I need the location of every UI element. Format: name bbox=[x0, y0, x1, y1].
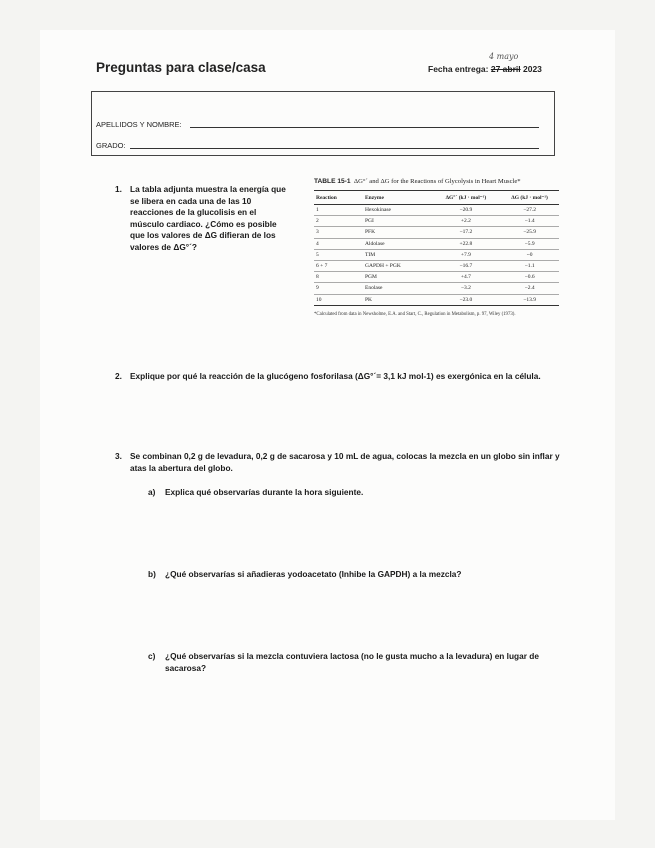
table-cell: 3 bbox=[314, 227, 363, 238]
table-cell: +4.7 bbox=[432, 272, 501, 283]
table-cell: Hexokinase bbox=[363, 205, 432, 216]
table-cell: 8 bbox=[314, 272, 363, 283]
q3-line: Se combinan 0,2 g de levadura, 0,2 g de sacarosa y 10 mL de agua, colocas la mezcla en un globo sin inflar y bbox=[130, 451, 560, 461]
table-caption-text: ΔG°´ and ΔG for the Reactions of Glycolysis in Heart Muscle* bbox=[353, 178, 521, 185]
q3-text bbox=[130, 451, 560, 474]
table-cell: 1 bbox=[314, 205, 363, 216]
name-field[interactable] bbox=[190, 127, 539, 128]
q1-line: músculo cardiaco. ¿Cómo es posible bbox=[130, 218, 277, 229]
table-header: ΔG (kJ · mol⁻¹) bbox=[500, 191, 559, 205]
q3c-line: sacarosa? bbox=[165, 662, 207, 673]
table-row bbox=[314, 205, 559, 216]
table-label: TABLE 15-1 bbox=[314, 178, 351, 185]
glycolysis-table bbox=[314, 190, 559, 306]
q1-line: reacciones de la glucolisis en el bbox=[130, 207, 257, 217]
table-row bbox=[314, 227, 559, 238]
table-row bbox=[314, 216, 559, 227]
table-cell: ~0 bbox=[500, 249, 559, 260]
table-cell: 6 + 7 bbox=[314, 260, 363, 271]
due-date-label: Fecha entrega: bbox=[428, 64, 489, 74]
q1-line: se libera en cada una de las 10 bbox=[130, 195, 252, 206]
table-cell: TIM bbox=[363, 249, 432, 260]
q2-text: Explique por qué la reacción de la glucógeno fosforilasa (ΔG°´= 3,1 kJ mol-1) es exergónica en la célula. bbox=[130, 371, 541, 381]
table-cell: 10 bbox=[314, 294, 363, 305]
handwritten-date: 4 mayo bbox=[489, 52, 519, 61]
q3a-text: Explica qué observarías durante la hora siguiente. bbox=[165, 487, 364, 497]
q3-number: 3. bbox=[115, 451, 122, 461]
table-cell: GAPDH + PGK bbox=[363, 260, 432, 271]
table-row bbox=[314, 283, 559, 294]
table-cell: −5.9 bbox=[500, 238, 559, 249]
table-cell: 5 bbox=[314, 249, 363, 260]
table-header: Enzyme bbox=[363, 191, 432, 205]
table-cell: −2.4 bbox=[500, 283, 559, 294]
grade-field[interactable] bbox=[130, 148, 539, 149]
table-header: ΔG°´ (kJ · mol⁻¹) bbox=[432, 191, 501, 205]
table-row bbox=[314, 294, 559, 305]
q1-number: 1. bbox=[115, 184, 122, 194]
due-date bbox=[428, 64, 542, 74]
q1-line: La tabla adjunta muestra la energía que bbox=[130, 184, 286, 194]
table-caption bbox=[314, 178, 521, 185]
due-date-year: 2023 bbox=[523, 64, 542, 74]
due-date-struck: 27 abril bbox=[490, 64, 521, 74]
q2-number: 2. bbox=[115, 371, 122, 381]
table-cell: −16.7 bbox=[432, 260, 501, 271]
table-cell: −1.4 bbox=[500, 216, 559, 227]
grade-label: GRADO: bbox=[96, 141, 126, 150]
q3a-label: a) bbox=[148, 487, 156, 497]
table-cell: PGM bbox=[363, 272, 432, 283]
table-cell: −3.2 bbox=[432, 283, 501, 294]
table-cell: −1.1 bbox=[500, 260, 559, 271]
q3c-label: c) bbox=[148, 651, 156, 661]
table-cell: PFK bbox=[363, 227, 432, 238]
q1-line: valores de ΔG°´? bbox=[130, 241, 197, 252]
q3c-text bbox=[165, 651, 539, 674]
q3c-line: ¿Qué observarías si la mezcla contuviera lactosa (no le gusta mucho a la levadura) en lugar de bbox=[165, 651, 539, 661]
table-cell: PGI bbox=[363, 216, 432, 227]
table-cell: −13.9 bbox=[500, 294, 559, 305]
table-cell: −0.6 bbox=[500, 272, 559, 283]
table-row bbox=[314, 272, 559, 283]
table-cell: −25.9 bbox=[500, 227, 559, 238]
table-cell: +22.8 bbox=[432, 238, 501, 249]
name-label: APELLIDOS Y NOMBRE: bbox=[96, 120, 182, 129]
table-cell: 9 bbox=[314, 283, 363, 294]
table-footnote: *Calculated from data in Newsholme, E.A. and Start, C., Regulation in Metabolism, p. 97, Wiley (1973). bbox=[314, 312, 516, 317]
table-cell: +7.9 bbox=[432, 249, 501, 260]
table-header-row bbox=[314, 191, 559, 205]
table-row bbox=[314, 238, 559, 249]
table-cell: −27.2 bbox=[500, 205, 559, 216]
table-cell: +2.2 bbox=[432, 216, 501, 227]
table-header: Reaction bbox=[314, 191, 363, 205]
table-cell: −17.2 bbox=[432, 227, 501, 238]
q1-line: que los valores de ΔG difieran de los bbox=[130, 230, 276, 240]
table-cell: −20.9 bbox=[432, 205, 501, 216]
table-cell: Enolase bbox=[363, 283, 432, 294]
table-cell: 4 bbox=[314, 238, 363, 249]
q3b-text: ¿Qué observarías si añadieras yodoacetato (Inhibe la GAPDH) a la mezcla? bbox=[165, 569, 462, 579]
q3-line: atas la abertura del globo. bbox=[130, 462, 233, 473]
table-cell: Aldolase bbox=[363, 238, 432, 249]
table-cell: 2 bbox=[314, 216, 363, 227]
q3b-label: b) bbox=[148, 569, 156, 579]
table-cell: PK bbox=[363, 294, 432, 305]
q1-text bbox=[130, 184, 305, 253]
table-cell: −23.0 bbox=[432, 294, 501, 305]
page-title: Preguntas para clase/casa bbox=[96, 60, 266, 75]
table-row bbox=[314, 249, 559, 260]
table-row bbox=[314, 260, 559, 271]
